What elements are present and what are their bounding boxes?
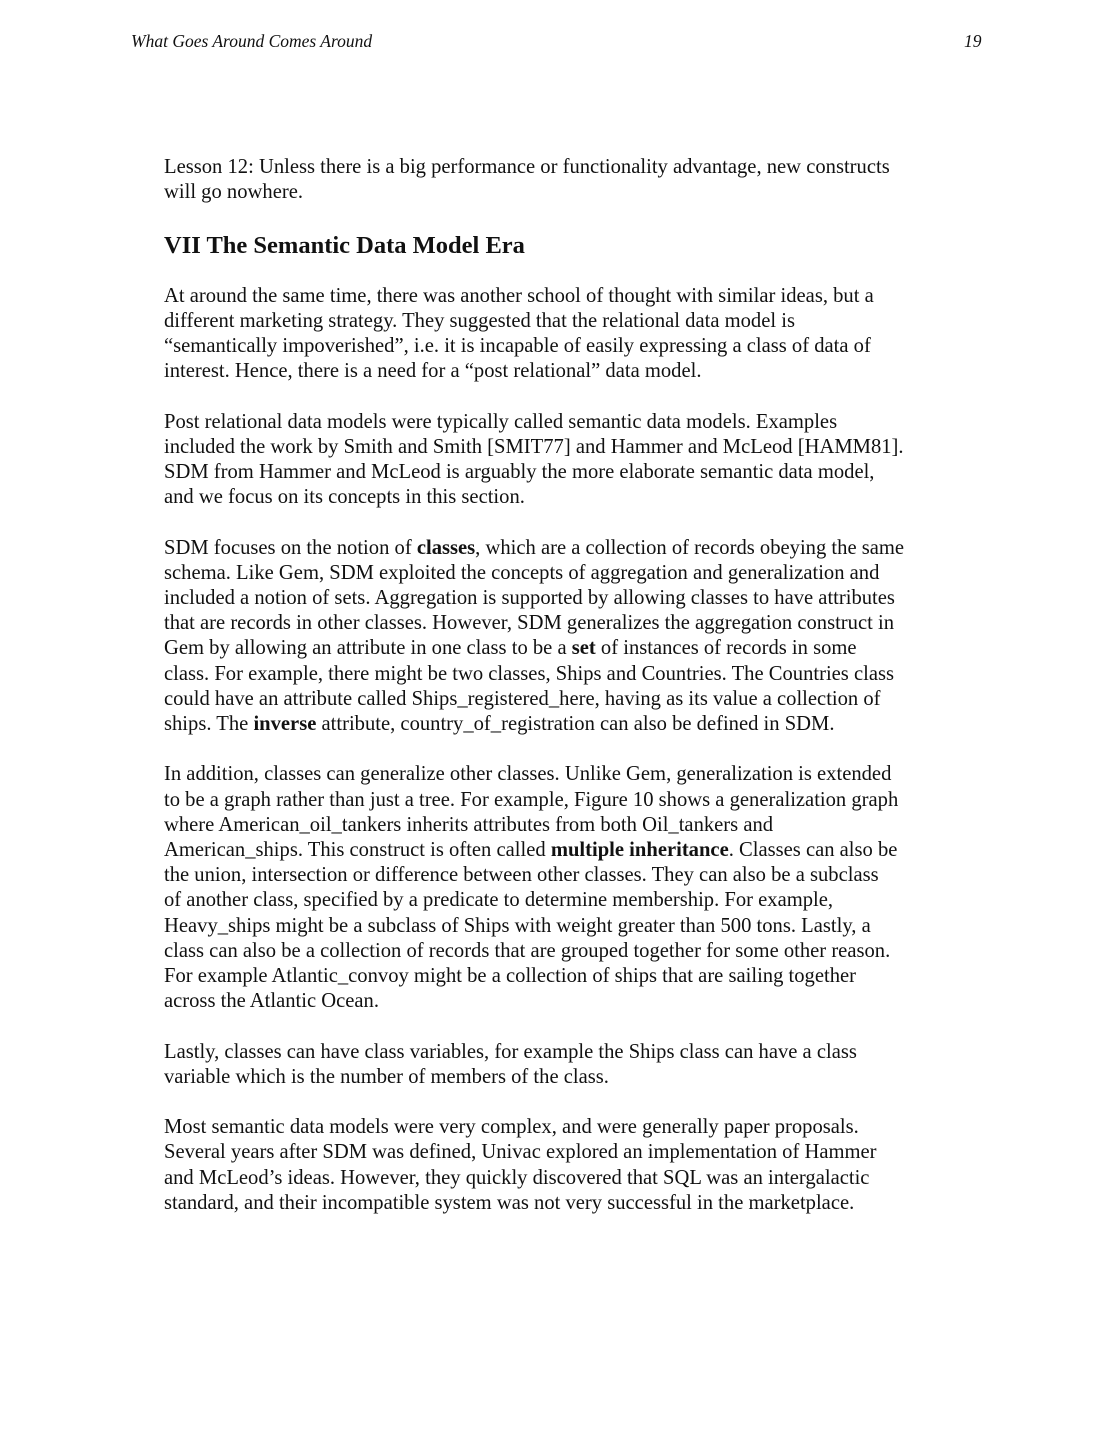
text-line (164, 359, 964, 384)
text-line (164, 813, 964, 838)
text-run: American_ships. This construct is often called (164, 839, 551, 862)
text-line (164, 561, 964, 586)
text-line (164, 712, 964, 737)
text-run: Lastly, classes can have class variables, for example the Ships class can have a class (164, 1040, 857, 1063)
text-line (164, 180, 964, 205)
text-run: class. For example, there might be two classes, Ships and Countries. The Countries class (164, 662, 895, 685)
text-run: included a notion of sets. Aggregation is supported by allowing classes to have attributes (164, 587, 895, 609)
text-run: Heavy_ships might be a subclass of Ships with weight greater than 500 tons. Lastly, a (164, 914, 871, 937)
paragraph (164, 410, 964, 511)
text-line (164, 636, 964, 661)
text-run: of another class, specified by a predicate to determine membership. For example, (164, 889, 834, 912)
text-line (164, 939, 964, 964)
text-line (164, 1140, 964, 1165)
text-line (164, 1166, 964, 1191)
text-line (164, 1191, 964, 1216)
text-run: . Classes can also be (728, 839, 898, 862)
text-line (164, 662, 964, 687)
text-line (164, 687, 964, 712)
text-line (164, 536, 964, 561)
text-run: SDM from Hammer and McLeod is arguably the more elaborate semantic data model, (164, 461, 875, 483)
bold-term: classes (416, 536, 476, 559)
text-run: For example Atlantic_convoy might be a collection of ships that are sailing together (164, 965, 857, 988)
text-line (164, 788, 964, 813)
text-line (164, 284, 964, 309)
bold-term: inverse (253, 713, 317, 736)
text-run: “semantically impoverished”, i.e. it is incapable of easily expressing a class of data of (164, 335, 871, 357)
text-run: the union, intersection or difference between other classes. They can also be a subclass (164, 864, 879, 887)
text-run: variable which is the number of members of the class. (164, 1065, 609, 1088)
lesson-paragraph (164, 155, 964, 205)
text-run: Several years after SDM was defined, Univac explored an implementation of Hammer (164, 1141, 877, 1164)
text-run: Most semantic data models were very complex, and were generally paper proposals. (164, 1116, 859, 1139)
text-line (164, 964, 964, 989)
text-line (164, 762, 964, 787)
text-run: Post relational data models were typically called semantic data models. Examples (164, 410, 838, 433)
text-run: class can also be a collection of records that are grouped together for some other reason. (164, 939, 891, 962)
text-line (164, 838, 964, 863)
text-run: standard, and their incompatible system was not very successful in the marketplace. (164, 1191, 855, 1214)
running-title: What Goes Around Comes Around (131, 31, 373, 51)
text-line (164, 1040, 964, 1065)
text-line (164, 888, 964, 913)
text-run: could have an attribute called Ships_registered_here, having as its value a collection of (164, 687, 881, 710)
text-line (164, 155, 964, 180)
bold-term: multiple inheritance (550, 839, 729, 862)
text-run: interest. Hence, there is a need for a “post relational” data model. (164, 360, 702, 383)
text-run: ships. The (164, 713, 254, 736)
text-line (164, 586, 964, 611)
text-run: schema. Like Gem, SDM exploited the concepts of aggregation and generalization and (164, 561, 880, 584)
text-line (164, 989, 964, 1014)
text-run: Lesson 12: Unless there is a big performance or functionality advantage, new constructs (164, 156, 890, 178)
text-line (164, 334, 964, 359)
text-line (164, 309, 964, 334)
bold-term: set (571, 637, 596, 660)
paragraph (164, 1040, 964, 1090)
text-line (164, 1115, 964, 1140)
text-run: included the work by Smith and Smith [SMIT77] and Hammer and McLeod [HAMM81]. (164, 435, 904, 458)
text-run: across the Atlantic Ocean. (164, 990, 380, 1013)
text-run: where American_oil_tankers inherits attributes from both Oil_tankers and (164, 813, 774, 836)
text-line (164, 863, 964, 888)
text-run: attribute, country_of_registration can also be defined in SDM. (316, 713, 835, 736)
text-line (164, 460, 964, 485)
text-run: At around the same time, there was another school of thought with similar ideas, but a (164, 284, 874, 307)
text-run: will go nowhere. (164, 181, 303, 204)
paragraph (164, 762, 964, 1014)
page-number: 19 (964, 31, 982, 51)
text-line (164, 485, 964, 510)
text-line (164, 611, 964, 636)
text-line (164, 435, 964, 460)
paragraph (164, 284, 964, 385)
text-run: In addition, classes can generalize other classes. Unlike Gem, generalization is extended (164, 763, 892, 786)
text-run: SDM focuses on the notion of (164, 536, 417, 559)
text-run: to be a graph rather than just a tree. For example, Figure 10 shows a generalization graph (164, 788, 899, 811)
text-line (164, 410, 964, 435)
page-body (164, 155, 964, 1241)
text-line (164, 914, 964, 939)
paragraph (164, 1115, 964, 1216)
text-line (164, 1065, 964, 1090)
text-run: of instances of records in some (595, 637, 857, 660)
text-run: and McLeod’s ideas. However, they quickly discovered that SQL was an intergalactic (164, 1166, 870, 1189)
body-paragraphs (164, 284, 964, 1216)
text-run: , which are a collection of records obeying the same (475, 536, 905, 559)
paragraph (164, 536, 964, 738)
text-run: and we focus on its concepts in this section. (164, 486, 525, 509)
text-run: different marketing strategy. They suggested that the relational data model is (164, 309, 795, 332)
section-heading: VII The Semantic Data Model Era (164, 231, 525, 259)
text-run: Gem by allowing an attribute in one class to be a (164, 637, 572, 660)
text-run: that are records in other classes. However, SDM generalizes the aggregation construct in (164, 612, 894, 635)
